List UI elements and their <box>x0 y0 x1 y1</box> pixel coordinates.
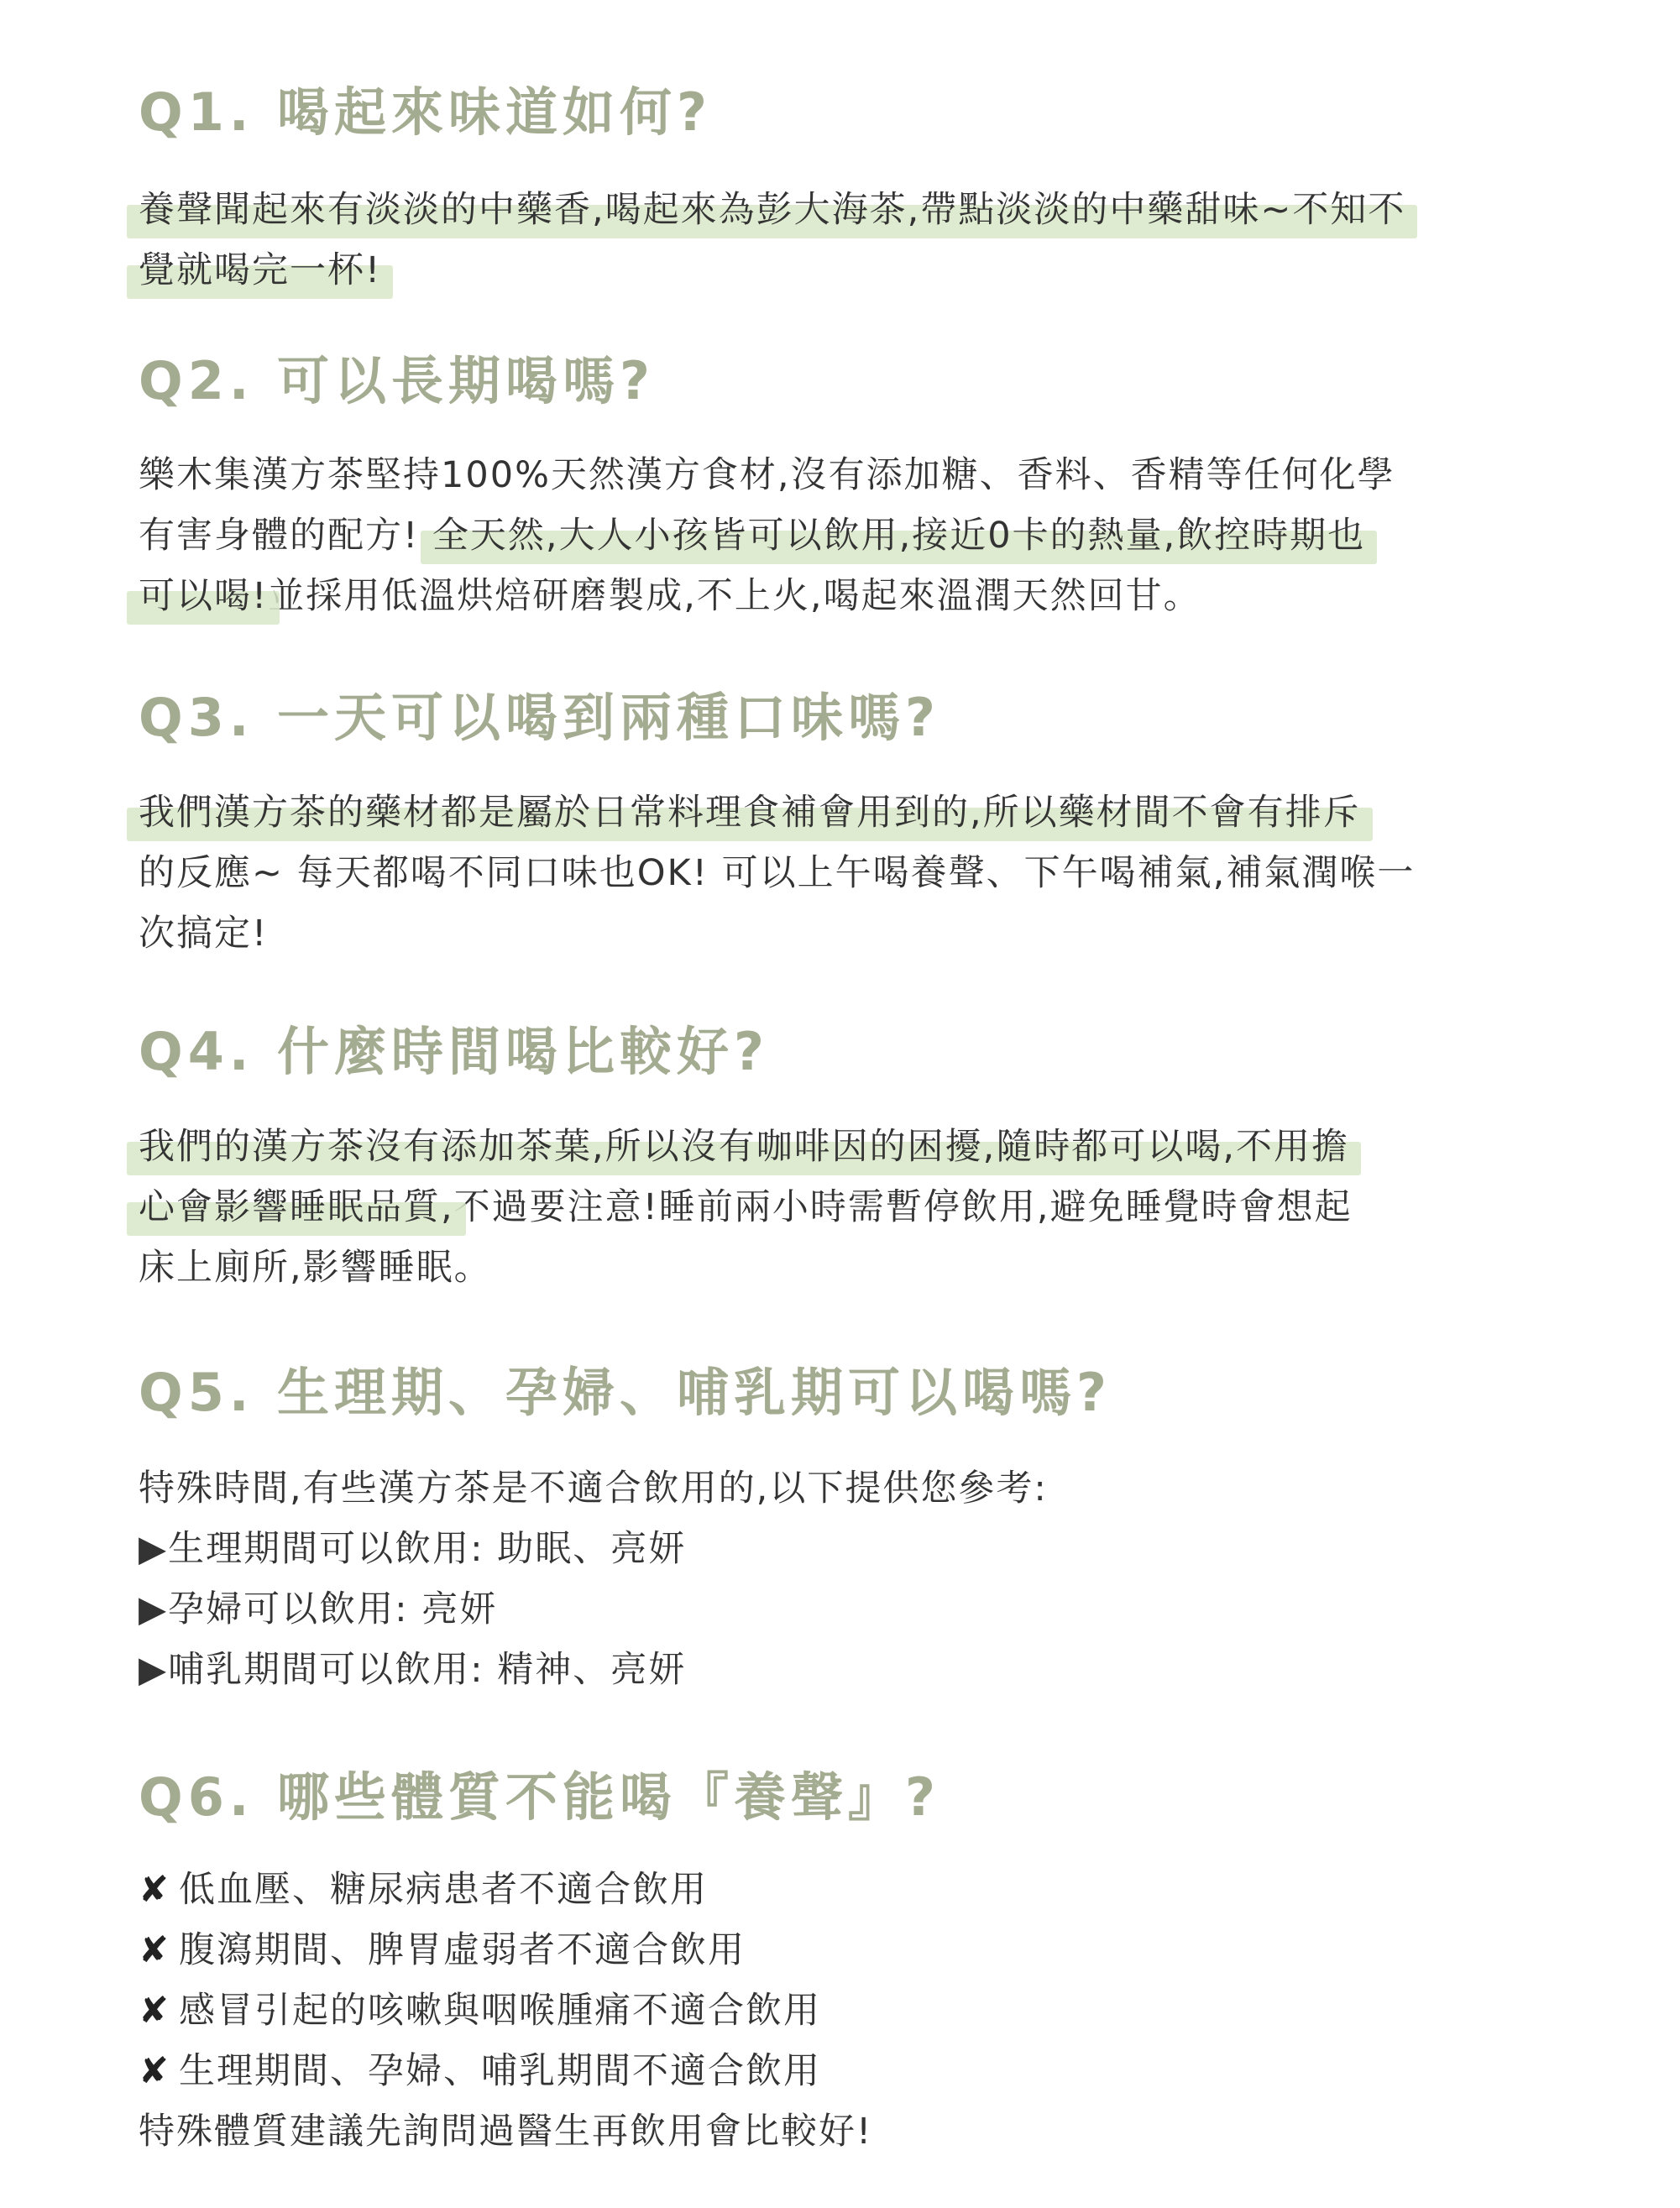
q2-answer <box>139 445 1583 626</box>
q6-list-item: ✘ 腹瀉期間、脾胃虛弱者不適合飲用 <box>139 1920 1583 1980</box>
q5-list-item: ▶哺乳期間可以飲用: 精神、亮妍 <box>139 1649 687 1691</box>
q6-list-item: ✘ 感冒引起的咳嗽與咽喉腫痛不適合飲用 <box>139 1980 1583 2041</box>
q5-intro: 特殊時間,有些漢方茶是不適合飲用的,以下提供您參考: <box>139 1468 1048 1509</box>
q3-answer-line-3: 次搞定! <box>139 913 269 955</box>
q5-title: Q5. 生理期、孕婦、哺乳期可以喝嗎? <box>139 1362 1112 1423</box>
q2-answer-line-2-plain: 有害身體的配方! <box>139 515 432 557</box>
q3-answer-line-1-highlight: 我們漢方茶的藥材都是屬於日常料理食補會用到的,所以藥材間不會有排斥 <box>139 782 1361 843</box>
q4-answer-line-2-highlight: 心會影響睡眠品質, <box>139 1177 454 1237</box>
q6-list-item: ✘ 低血壓、糖尿病患者不適合飲用 <box>139 1860 1583 1920</box>
q4-answer-line-2-plain: 不過要注意!睡前兩小時需暫停飲用,避免睡覺時會想起 <box>453 1186 1353 1228</box>
q3-answer <box>139 782 1583 964</box>
q4-answer-line-3: 床上廁所,影響睡眠。 <box>139 1247 492 1289</box>
q5-answer <box>139 1458 1583 1700</box>
q3-title: Q3. 一天可以喝到兩種口味嗎? <box>139 687 940 748</box>
q1-answer <box>139 180 1583 301</box>
cross-mark-icon: ✘ <box>139 1990 171 2032</box>
q2-answer-line-1: 樂木集漢方茶堅持100%天然漢方食材,沒有添加糖、香料、香精等任何化學 <box>139 454 1395 496</box>
q2-title: Q2. 可以長期喝嗎? <box>139 350 655 411</box>
triangle-bullet-icon: ▶ <box>139 1649 169 1691</box>
q1-answer-line-2: 覺就喝完一杯! <box>139 240 381 301</box>
cross-mark-icon: ✘ <box>139 2050 171 2092</box>
q2-answer-line-3-highlight: 可以喝! <box>139 566 268 626</box>
q4-answer <box>139 1117 1583 1298</box>
triangle-bullet-icon: ▶ <box>139 1528 169 1570</box>
q5-list-item: ▶生理期間可以飲用: 助眠、亮妍 <box>139 1528 687 1570</box>
cross-mark-icon: ✘ <box>139 1869 171 1911</box>
triangle-bullet-icon: ▶ <box>139 1588 169 1630</box>
q5-list-item: ▶孕婦可以飲用: 亮妍 <box>139 1588 498 1630</box>
q2-answer-line-3-plain: 並採用低溫烘焙研磨製成,不上火,喝起來溫潤天然回甘。 <box>268 575 1201 617</box>
q4-answer-line-1-highlight: 我們的漢方茶沒有添加茶葉,所以沒有咖啡因的困擾,隨時都可以喝,不用擔 <box>139 1117 1349 1177</box>
q2-answer-line-2-highlight: 全天然,大人小孩皆可以飲用,接近0卡的熱量,飲控時期也 <box>432 505 1365 566</box>
cross-mark-icon: ✘ <box>139 1929 171 1971</box>
q1-answer-line-1: 養聲聞起來有淡淡的中藥香,喝起來為彭大海茶,帶點淡淡的中藥甜味~不知不 <box>139 180 1405 240</box>
q3-answer-line-2: 的反應~ 每天都喝不同口味也OK! 可以上午喝養聲、下午喝補氣,補氣潤喉一 <box>139 852 1416 894</box>
q6-title: Q6. 哪些體質不能喝『養聲』? <box>139 1766 940 1828</box>
q1-title: Q1. 喝起來味道如何? <box>139 81 712 143</box>
q4-title: Q4. 什麼時間喝比較好? <box>139 1021 769 1082</box>
q6-list-item: ✘ 生理期間、孕婦、哺乳期間不適合飲用 <box>139 2041 1583 2101</box>
q6-answer <box>139 1860 1583 2162</box>
q6-note: 特殊體質建議先詢問過醫生再飲用會比較好! <box>139 2111 873 2153</box>
